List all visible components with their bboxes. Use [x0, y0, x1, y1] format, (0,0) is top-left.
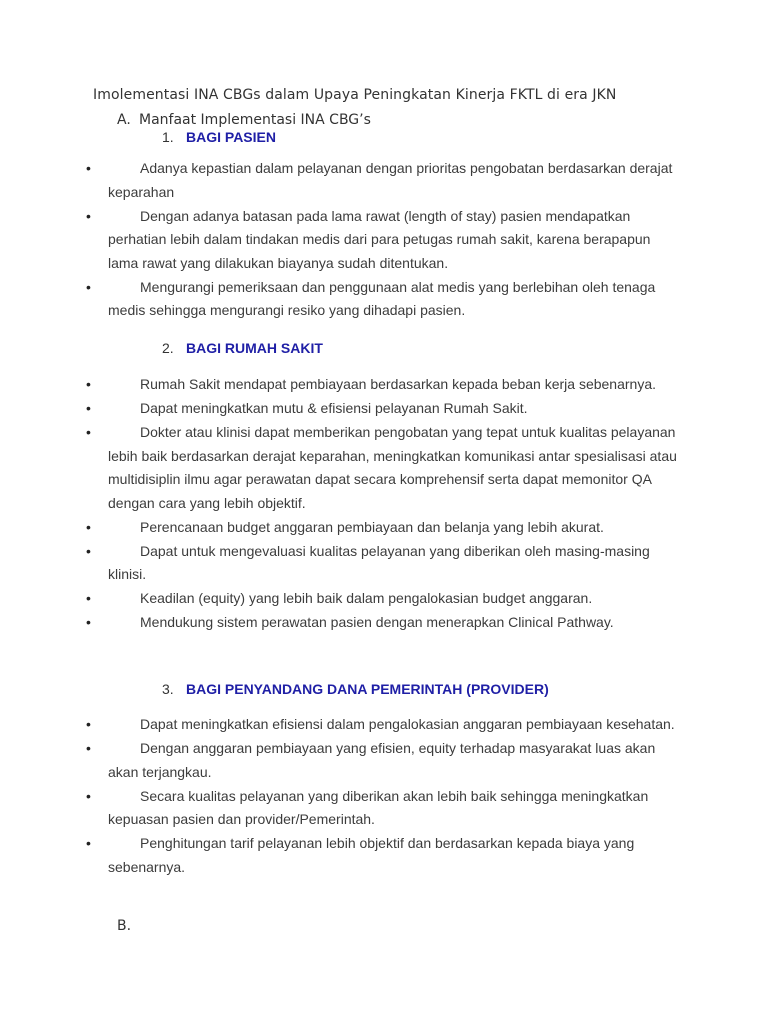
list-item: [0, 587, 768, 611]
list-item: [0, 516, 768, 540]
list-item: [0, 397, 768, 421]
list-item-text: Dokter atau klinisi dapat memberikan pengobatan yang tepat untuk kualitas pelayanan lebih baik berdasarkan derajat keparahan, meningkatkan komunikasi antar spesialisasi atau multidisiplin ilmu agar perawatan dapat secara komprehensif serta dapat memonitor QA dengan cara yang lebih objektif.: [108, 424, 677, 511]
list-item: [0, 157, 768, 204]
subheading-number: 2.: [162, 340, 174, 356]
list-item: [0, 276, 768, 323]
list-item-text: Mengurangi pemeriksaan dan penggunaan alat medis yang berlebihan oleh tenaga medis sehingga mengurangi resiko yang dihadapi pasien.: [108, 278, 656, 318]
bullet-icon: •: [86, 400, 91, 416]
bullet-icon: •: [86, 614, 91, 630]
section-a-text: Manfaat Implementasi INA CBG’s: [139, 112, 371, 128]
list-item: [0, 737, 768, 784]
list-item: [0, 832, 768, 879]
list-item-text: Dapat meningkatkan mutu & efisiensi pelayanan Rumah Sakit.: [140, 400, 528, 416]
bullet-list-pasien: [0, 157, 768, 323]
subheading-number: 1.: [162, 129, 174, 145]
list-item-text: Dengan adanya batasan pada lama rawat (length of stay) pasien mendapatkan perhatian lebih dalam tindakan medis dari para petugas rumah sakit, karena berapapun lama rawat yang dilakukan biayanya sudah ditentukan.: [108, 207, 651, 271]
subheading-number: 3.: [162, 681, 174, 697]
list-item-text: Dapat untuk mengevaluasi kualitas pelayanan yang diberikan oleh masing-masing klinisi.: [108, 542, 650, 582]
list-item-text: Adanya kepastian dalam pelayanan dengan prioritas pengobatan berdasarkan derajat keparahan: [108, 160, 673, 200]
bullet-list-penyandang-dana: [0, 713, 768, 880]
document-title: Imolementasi INA CBGs dalam Upaya Peningkatan Kinerja FKTL di era JKN: [93, 87, 617, 103]
list-item: [0, 713, 768, 737]
subheading-bagi-rumah-sakit: [162, 340, 323, 356]
list-item-text: Mendukung sistem perawatan pasien dengan menerapkan Clinical Pathway.: [140, 614, 614, 630]
list-item-text: Penghitungan tarif pelayanan lebih objektif dan berdasarkan kepada biaya yang sebenarnya.: [108, 835, 635, 875]
list-item: [0, 205, 768, 276]
subheading-bagi-penyandang-dana: [162, 681, 549, 697]
section-b-marker: B.: [117, 918, 132, 934]
bullet-icon: •: [86, 716, 91, 732]
subheading-label: BAGI PENYANDANG DANA PEMERINTAH (PROVIDER): [186, 681, 549, 697]
list-item-text: Secara kualitas pelayanan yang diberikan akan lebih baik sehingga meningkatkan kepuasan pasien dan provider/Pemerintah.: [108, 787, 649, 827]
subheading-bagi-pasien: [162, 129, 276, 145]
list-item: [0, 373, 768, 397]
list-item: [0, 540, 768, 587]
bullet-icon: •: [86, 376, 91, 392]
bullet-icon: •: [86, 160, 91, 176]
list-item-text: Dapat meningkatkan efisiensi dalam pengalokasian anggaran pembiayaan kesehatan.: [140, 716, 675, 732]
list-item-text: Keadilan (equity) yang lebih baik dalam pengalokasian budget anggaran.: [140, 590, 593, 606]
bullet-icon: •: [86, 590, 91, 606]
list-item: [0, 421, 768, 515]
bullet-icon: •: [86, 424, 91, 440]
bullet-icon: •: [86, 542, 91, 559]
bullet-icon: •: [86, 278, 91, 295]
bullet-icon: •: [86, 207, 91, 224]
list-item-text: Perencanaan budget anggaran pembiayaan dan belanja yang lebih akurat.: [140, 518, 604, 535]
bullet-icon: •: [86, 518, 91, 535]
bullet-list-rumah-sakit: [0, 373, 768, 635]
bullet-icon: •: [86, 835, 91, 851]
list-item-text: Dengan anggaran pembiayaan yang efisien, equity terhadap masyarakat luas akan akan terjangkau.: [108, 740, 656, 780]
list-item: [0, 611, 768, 635]
section-a-marker: A.: [117, 112, 131, 128]
bullet-icon: •: [86, 740, 91, 756]
subheading-label: BAGI PASIEN: [186, 129, 276, 145]
list-item: [0, 785, 768, 832]
list-item-text: Rumah Sakit mendapat pembiayaan berdasarkan kepada beban kerja sebenarnya.: [140, 376, 657, 392]
subheading-label: BAGI RUMAH SAKIT: [186, 340, 323, 356]
bullet-icon: •: [86, 787, 91, 804]
section-a-heading: [117, 112, 371, 128]
